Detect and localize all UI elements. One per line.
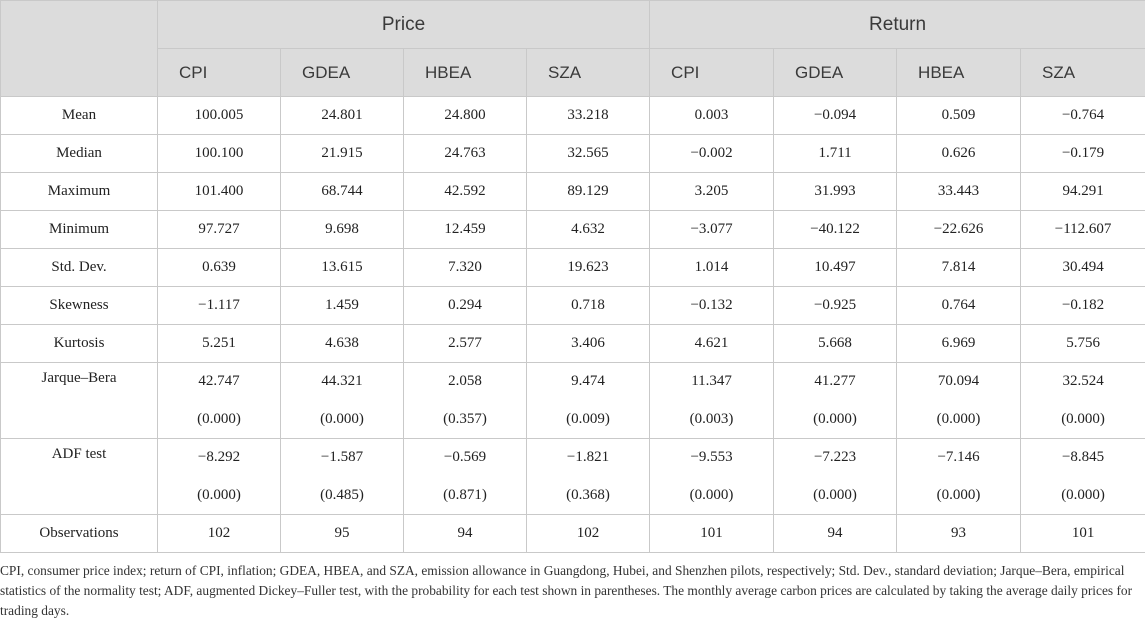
table-cell: 33.443 bbox=[897, 173, 1021, 211]
row-label: Std. Dev. bbox=[1, 249, 158, 287]
header-corner-cell bbox=[1, 1, 158, 97]
table-cell: 93 bbox=[897, 515, 1021, 553]
table-row bbox=[1, 249, 1145, 287]
pvalue-cell: (0.003) bbox=[650, 400, 774, 439]
column-header: GDEA bbox=[774, 49, 897, 97]
table-cell: 32.565 bbox=[527, 135, 650, 173]
table-cell: −0.132 bbox=[650, 287, 774, 325]
table-cell: 94 bbox=[774, 515, 897, 553]
table-cell: 70.094 bbox=[897, 363, 1021, 401]
pvalue-cell: (0.000) bbox=[1021, 476, 1145, 515]
table-cell: 1.459 bbox=[281, 287, 404, 325]
table-cell: 21.915 bbox=[281, 135, 404, 173]
table-cell: 5.756 bbox=[1021, 325, 1145, 363]
table-row-pvalues bbox=[1, 400, 1145, 439]
table-cell: 100.100 bbox=[158, 135, 281, 173]
pvalue-cell: (0.000) bbox=[158, 476, 281, 515]
column-header: SZA bbox=[1021, 49, 1145, 97]
table-cell: 1.711 bbox=[774, 135, 897, 173]
table-cell: 101 bbox=[650, 515, 774, 553]
table-cell: −0.182 bbox=[1021, 287, 1145, 325]
table-cell: 4.632 bbox=[527, 211, 650, 249]
table-cell: 0.003 bbox=[650, 97, 774, 135]
table-cell: −0.764 bbox=[1021, 97, 1145, 135]
table-cell: 11.347 bbox=[650, 363, 774, 401]
table-cell: 44.321 bbox=[281, 363, 404, 401]
table-cell: 68.744 bbox=[281, 173, 404, 211]
pvalue-cell: (0.871) bbox=[404, 476, 527, 515]
table-row bbox=[1, 97, 1145, 135]
pvalue-cell: (0.368) bbox=[527, 476, 650, 515]
table-cell: 4.638 bbox=[281, 325, 404, 363]
table-row bbox=[1, 135, 1145, 173]
table-row-pvalues bbox=[1, 476, 1145, 515]
pvalue-cell: (0.000) bbox=[158, 400, 281, 439]
row-label: Maximum bbox=[1, 173, 158, 211]
table-row bbox=[1, 439, 1145, 477]
group-header-return: Return bbox=[650, 1, 1145, 49]
table-cell: 3.406 bbox=[527, 325, 650, 363]
column-header: CPI bbox=[650, 49, 774, 97]
row-label: Skewness bbox=[1, 287, 158, 325]
table-cell: 24.800 bbox=[404, 97, 527, 135]
table-cell: 13.615 bbox=[281, 249, 404, 287]
table-cell: −0.179 bbox=[1021, 135, 1145, 173]
pvalue-cell: (0.009) bbox=[527, 400, 650, 439]
table-cell: 41.277 bbox=[774, 363, 897, 401]
table-cell: −9.553 bbox=[650, 439, 774, 477]
table-cell: 3.205 bbox=[650, 173, 774, 211]
table-cell: 19.623 bbox=[527, 249, 650, 287]
table-cell: 0.639 bbox=[158, 249, 281, 287]
table-cell: 97.727 bbox=[158, 211, 281, 249]
row-label: Median bbox=[1, 135, 158, 173]
row-label: Observations bbox=[1, 515, 158, 553]
table-cell: 5.251 bbox=[158, 325, 281, 363]
table-cell: 42.592 bbox=[404, 173, 527, 211]
table-cell: −112.607 bbox=[1021, 211, 1145, 249]
table-cell: −40.122 bbox=[774, 211, 897, 249]
table-cell: 24.801 bbox=[281, 97, 404, 135]
table-cell: 95 bbox=[281, 515, 404, 553]
table-cell: −0.569 bbox=[404, 439, 527, 477]
table-cell: 89.129 bbox=[527, 173, 650, 211]
table-cell: 2.577 bbox=[404, 325, 527, 363]
pvalue-cell: (0.485) bbox=[281, 476, 404, 515]
column-header-row bbox=[1, 49, 1145, 97]
table-cell: 94.291 bbox=[1021, 173, 1145, 211]
group-header-price: Price bbox=[158, 1, 650, 49]
pvalue-cell: (0.000) bbox=[897, 476, 1021, 515]
table-cell: 0.718 bbox=[527, 287, 650, 325]
column-header: GDEA bbox=[281, 49, 404, 97]
table-cell: 24.763 bbox=[404, 135, 527, 173]
table-cell: 102 bbox=[158, 515, 281, 553]
table-cell: 0.626 bbox=[897, 135, 1021, 173]
pvalue-cell: (0.000) bbox=[774, 400, 897, 439]
table-cell: −8.292 bbox=[158, 439, 281, 477]
table-cell: −8.845 bbox=[1021, 439, 1145, 477]
table-cell: −0.925 bbox=[774, 287, 897, 325]
table-cell: −0.094 bbox=[774, 97, 897, 135]
column-header: CPI bbox=[158, 49, 281, 97]
row-label: ADF test bbox=[1, 439, 158, 515]
table-row bbox=[1, 325, 1145, 363]
row-label: Jarque–Bera bbox=[1, 363, 158, 439]
column-header: HBEA bbox=[897, 49, 1021, 97]
row-label: Minimum bbox=[1, 211, 158, 249]
pvalue-cell: (0.000) bbox=[650, 476, 774, 515]
table-cell: 5.668 bbox=[774, 325, 897, 363]
table-cell: 4.621 bbox=[650, 325, 774, 363]
table-cell: 12.459 bbox=[404, 211, 527, 249]
table-cell: 30.494 bbox=[1021, 249, 1145, 287]
table-cell: 0.764 bbox=[897, 287, 1021, 325]
table-cell: −22.626 bbox=[897, 211, 1021, 249]
pvalue-cell: (0.000) bbox=[774, 476, 897, 515]
pvalue-cell: (0.357) bbox=[404, 400, 527, 439]
pvalue-cell: (0.000) bbox=[281, 400, 404, 439]
table-header bbox=[1, 1, 1145, 97]
table-body bbox=[1, 97, 1145, 553]
group-header-row bbox=[1, 1, 1145, 49]
pvalue-cell: (0.000) bbox=[897, 400, 1021, 439]
table-row bbox=[1, 173, 1145, 211]
table-cell: 33.218 bbox=[527, 97, 650, 135]
row-label: Mean bbox=[1, 97, 158, 135]
table-row bbox=[1, 211, 1145, 249]
table-cell: 102 bbox=[527, 515, 650, 553]
table-cell: −7.223 bbox=[774, 439, 897, 477]
table-cell: 0.294 bbox=[404, 287, 527, 325]
table-cell: 0.509 bbox=[897, 97, 1021, 135]
table-cell: −1.117 bbox=[158, 287, 281, 325]
table-cell: −1.821 bbox=[527, 439, 650, 477]
column-header: SZA bbox=[527, 49, 650, 97]
table-cell: 101 bbox=[1021, 515, 1145, 553]
table-cell: −1.587 bbox=[281, 439, 404, 477]
table-cell: 9.698 bbox=[281, 211, 404, 249]
table-cell: 32.524 bbox=[1021, 363, 1145, 401]
table-row bbox=[1, 363, 1145, 401]
table-cell: 1.014 bbox=[650, 249, 774, 287]
table-cell: −7.146 bbox=[897, 439, 1021, 477]
pvalue-cell: (0.000) bbox=[1021, 400, 1145, 439]
table-cell: 10.497 bbox=[774, 249, 897, 287]
table-cell: 101.400 bbox=[158, 173, 281, 211]
table-cell: −3.077 bbox=[650, 211, 774, 249]
table-cell: −0.002 bbox=[650, 135, 774, 173]
table-cell: 2.058 bbox=[404, 363, 527, 401]
column-header: HBEA bbox=[404, 49, 527, 97]
table-footnote: CPI, consumer price index; return of CPI, inflation; GDEA, HBEA, and SZA, emission allowance in Guangdong, Hubei, and Shenzhen pilots, respectively; Std. Dev., standard deviation; Jarque–Bera, empirical statistics of the normality test; ADF, augmented Dickey–Fuller test, with the probability for each test shown in parentheses. The monthly average carbon prices are calculated by taking the average daily prices for trading days. bbox=[0, 563, 1133, 618]
table-cell: 94 bbox=[404, 515, 527, 553]
table-cell: 9.474 bbox=[527, 363, 650, 401]
table-row bbox=[1, 515, 1145, 553]
table-cell: 6.969 bbox=[897, 325, 1021, 363]
row-label: Kurtosis bbox=[1, 325, 158, 363]
table-cell: 7.320 bbox=[404, 249, 527, 287]
table-cell: 31.993 bbox=[774, 173, 897, 211]
table-cell: 100.005 bbox=[158, 97, 281, 135]
table-row bbox=[1, 287, 1145, 325]
table-cell: 7.814 bbox=[897, 249, 1021, 287]
table-cell: 42.747 bbox=[158, 363, 281, 401]
